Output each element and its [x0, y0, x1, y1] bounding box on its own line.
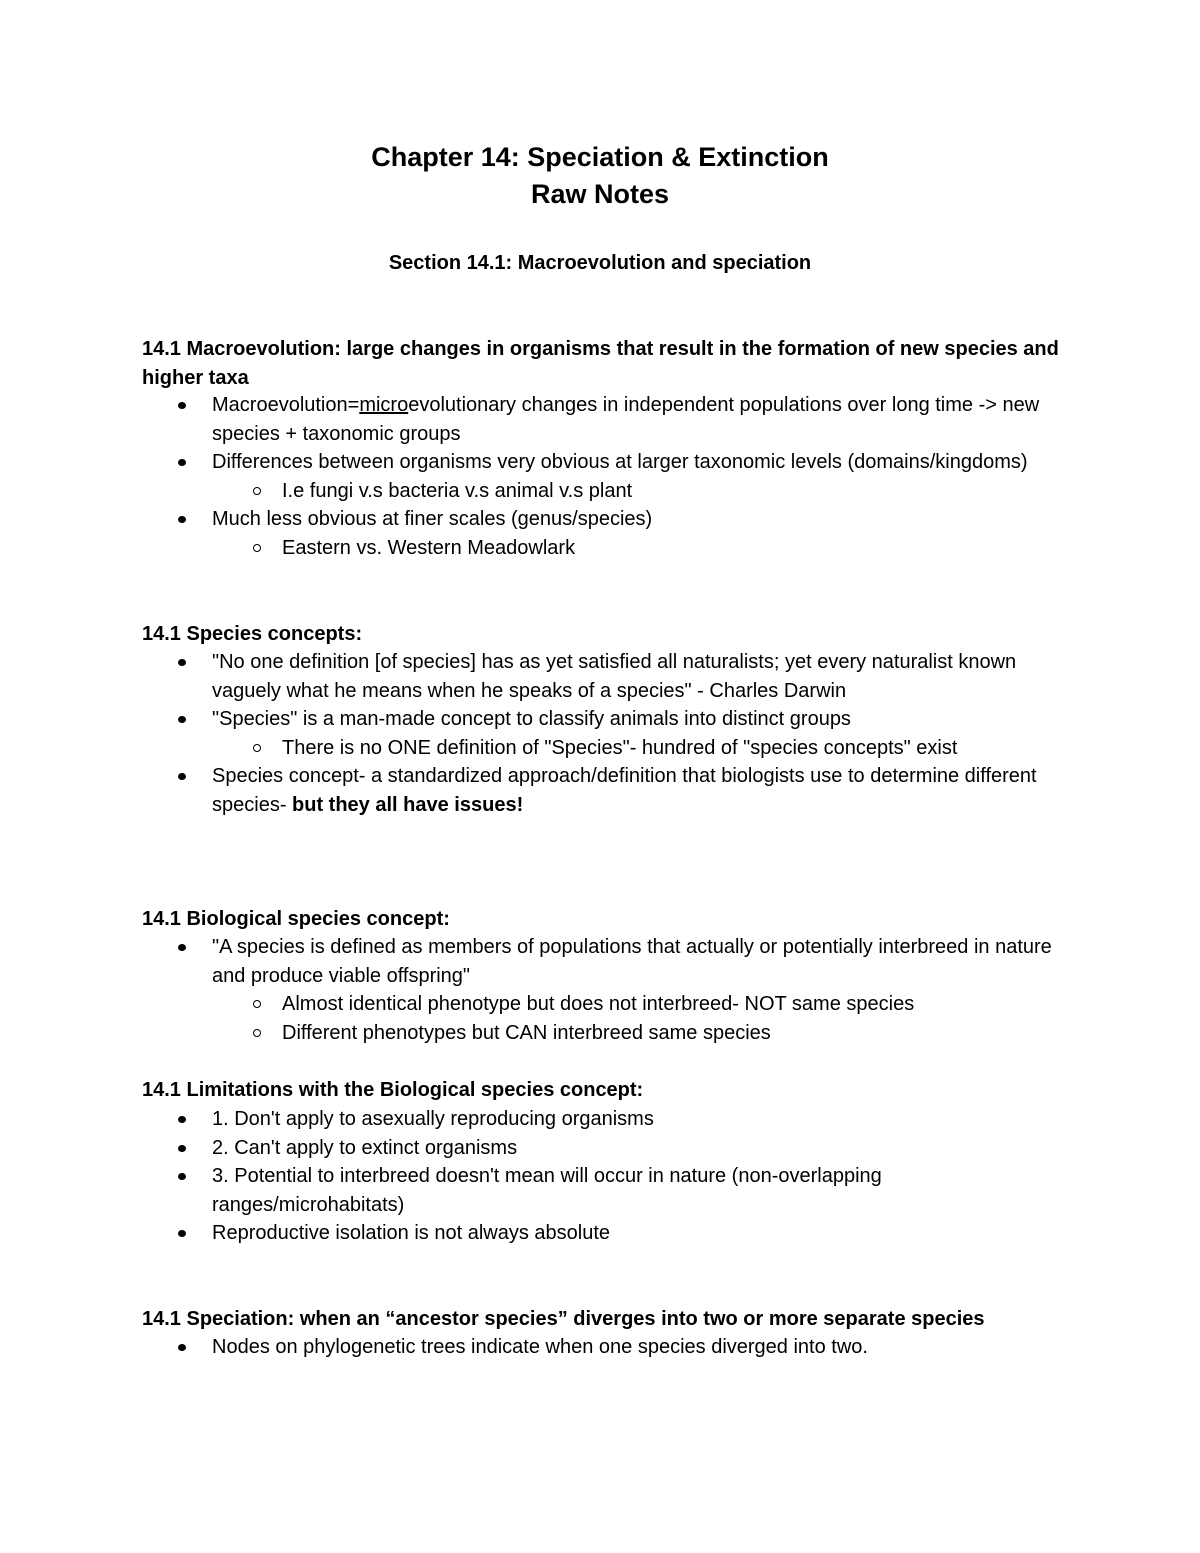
list-item-text: Much less obvious at finer scales (genus/species) — [212, 508, 653, 530]
list-item-text: Macroevolution= — [212, 394, 360, 416]
macroevolution-heading: 14.1 Macroevolution: large changes in organisms that result in the formation of new species and higher taxa — [142, 338, 1059, 389]
chapter-title: Chapter 14: Speciation & Extinction — [371, 142, 829, 172]
bullet-icon — [178, 1116, 186, 1123]
underlined-text: micro — [359, 394, 409, 416]
list-item — [142, 505, 1062, 562]
list-item — [142, 1162, 1062, 1219]
limitations-list — [142, 1105, 1062, 1248]
list-item-text: "Species" is a man-made concept to classify animals into distinct groups — [212, 708, 851, 730]
list-item — [142, 1105, 1062, 1134]
sub-list — [142, 477, 1062, 506]
list-item-text: Nodes on phylogenetic trees indicate when one species diverged into two. — [212, 1336, 868, 1358]
bullet-icon — [178, 1173, 186, 1180]
limitations-heading: 14.1 Limitations with the Biological species concept: — [142, 1079, 644, 1101]
macroevolution-list — [142, 391, 1062, 562]
list-item — [142, 1134, 1062, 1163]
circle-bullet-icon — [253, 1029, 261, 1037]
bullet-icon — [178, 659, 186, 666]
sub-list — [142, 534, 1062, 563]
species-concepts-list — [142, 648, 1062, 819]
sub-list-item — [142, 477, 1062, 506]
bullet-icon — [178, 944, 186, 951]
list-item-text: evolutionary changes in independent populations over long time -> new species + taxonomic groups — [212, 394, 1040, 445]
circle-bullet-icon — [253, 544, 261, 552]
bullet-icon — [178, 459, 186, 466]
sub-list-item — [142, 1019, 1062, 1048]
biological-species-concept-heading: 14.1 Biological species concept: — [142, 908, 450, 930]
list-item — [142, 705, 1062, 762]
bullet-icon — [178, 1230, 186, 1237]
speciation-heading: 14.1 Speciation: when an “ancestor species” diverges into two or more separate species — [142, 1308, 985, 1330]
section-title: Section 14.1: Macroevolution and speciation — [388, 252, 812, 274]
list-item — [142, 448, 1062, 505]
bullet-icon — [178, 1344, 186, 1351]
sub-list-item — [142, 534, 1062, 563]
bullet-icon — [178, 516, 186, 523]
list-item — [142, 762, 1062, 819]
bold-emphasis-text: but they all have issues! — [292, 793, 524, 816]
list-item-text: 2. Can't apply to extinct organisms — [212, 1136, 518, 1159]
list-item-text: Differences between organisms very obvious at larger taxonomic levels (domains/kingdoms) — [212, 451, 1028, 473]
list-item — [142, 391, 1062, 448]
sub-list-item-text: Almost identical phenotype but does not interbreed- NOT same species — [282, 993, 915, 1015]
list-item — [142, 933, 1062, 1047]
sub-list-item-text: Eastern vs. Western Meadowlark — [282, 536, 576, 559]
list-item-text: Reproductive isolation is not always absolute — [212, 1222, 610, 1244]
sub-list-item — [142, 990, 1062, 1019]
circle-bullet-icon — [253, 744, 261, 752]
list-item-text: 1. Don't apply to asexually reproducing organisms — [212, 1108, 654, 1130]
list-item — [142, 648, 1062, 705]
list-item — [142, 1333, 1062, 1362]
sub-list-item — [142, 734, 1062, 763]
bullet-icon — [178, 1145, 186, 1152]
list-item-text: Species concept- a standardized approach/definition that biologists use to determine different species- — [212, 765, 1037, 816]
bullet-icon — [178, 402, 186, 409]
list-item — [142, 1219, 1062, 1248]
raw-notes-subtitle: Raw Notes — [530, 179, 670, 209]
sub-list-item-text: There is no ONE definition of "Species"- hundred of "species concepts" exist — [282, 736, 958, 759]
sub-list — [142, 734, 1062, 763]
circle-bullet-icon — [253, 1000, 261, 1008]
biological-species-concept-list — [142, 933, 1062, 1047]
list-item-text: "A species is defined as members of populations that actually or potentially interbreed in nature and produce viable offspring" — [212, 936, 1052, 987]
list-item-text: "No one definition [of species] has as yet satisfied all naturalists; yet every naturalist known vaguely what he means when he speaks of a species" - Charles Darwin — [212, 651, 1017, 702]
sub-list-item-text: I.e fungi v.s bacteria v.s animal v.s plant — [282, 479, 633, 502]
bullet-icon — [178, 716, 186, 723]
list-item-text: 3. Potential to interbreed doesn't mean will occur in nature (non-overlapping ranges/microhabitats) — [212, 1165, 882, 1216]
circle-bullet-icon — [253, 487, 261, 495]
sub-list-item-text: Different phenotypes but CAN interbreed same species — [282, 1021, 771, 1044]
species-concepts-heading: 14.1 Species concepts: — [142, 623, 363, 645]
bullet-icon — [178, 773, 186, 780]
speciation-list — [142, 1333, 1062, 1362]
sub-list — [142, 990, 1062, 1047]
